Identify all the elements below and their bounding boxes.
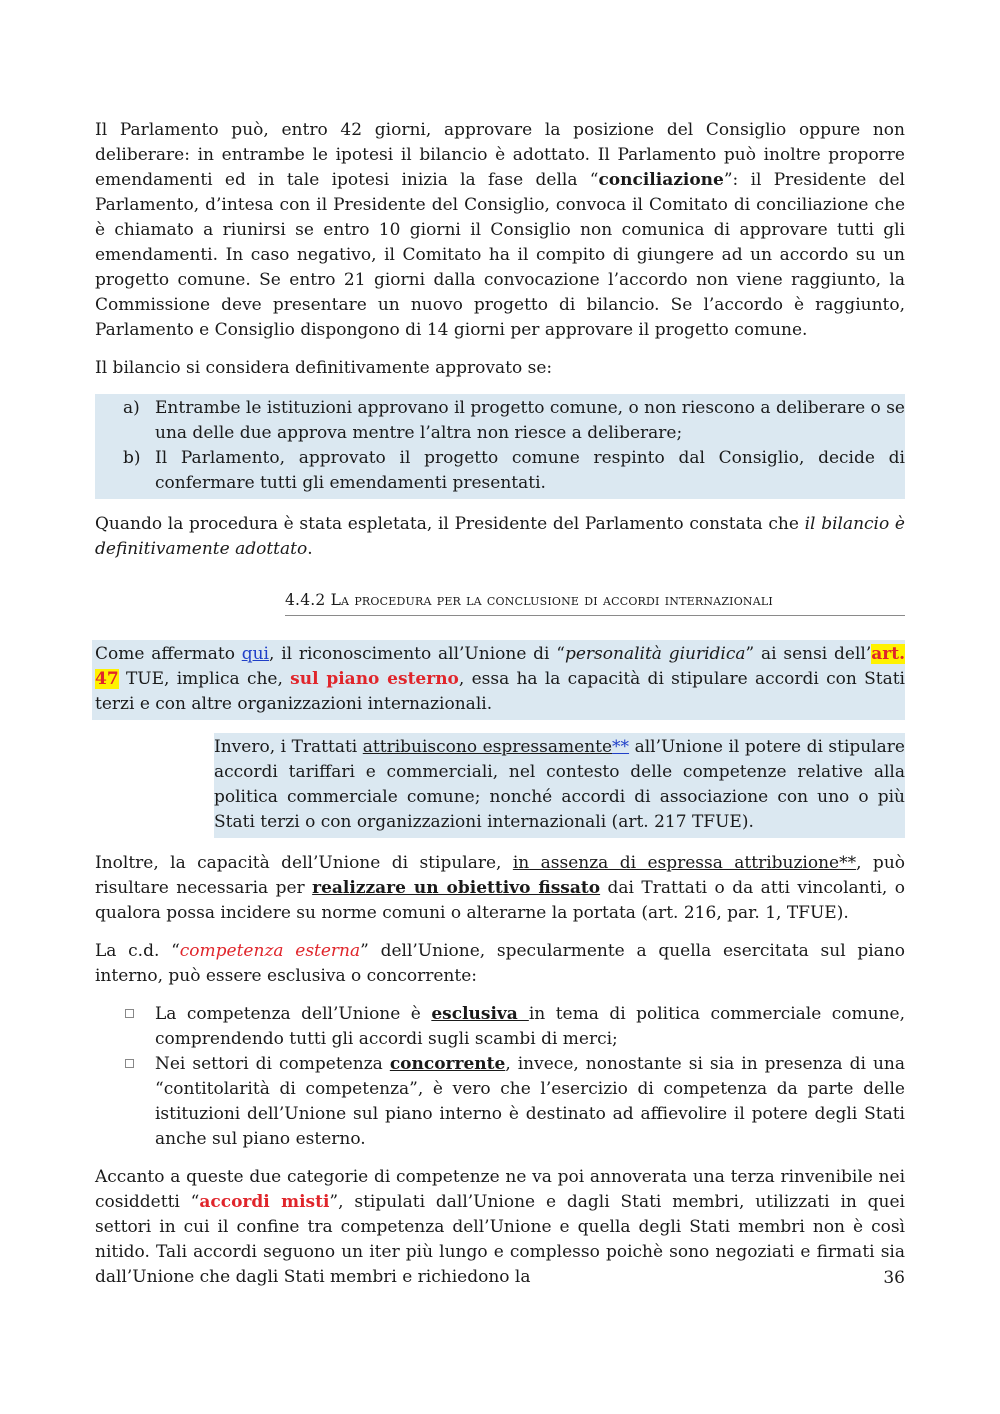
page-content	[95, 118, 905, 1303]
term-conciliazione: conciliazione	[598, 170, 724, 190]
list-item: b) Il Parlamento, approvato il progetto comune respinto dal Consiglio, decide di confermare tutti gli emendamenti presentati.	[123, 448, 905, 493]
square-bullet-icon	[125, 1059, 134, 1068]
competence-types-list	[95, 1002, 905, 1152]
square-bullet-icon	[125, 1009, 134, 1018]
list-item: a) Entrambe le istituzioni approvano il progetto comune, o non riescono a deliberare o se una delle due approva mentre l’altra non riesce a deliberare;	[123, 398, 905, 443]
paragraph-personalita-giuridica: Come affermato qui, il riconoscimento all’Unione di “personalità giuridica” ai sensi dell’art. 47 TUE, implica che, sul piano esterno, essa ha la capacità di stipulare accordi con Stati terzi e con altre organizzazioni internazionali.	[92, 640, 905, 720]
sul-piano-esterno: sul piano esterno	[290, 669, 459, 689]
paragraph-conciliazione: Il Parlamento può, entro 42 giorni, approvare la posizione del Consiglio oppure non deliberare: in entrambe le ipotesi il bilancio è adottato. Il Parlamento può inoltre proporre emendamenti ed in tale ipotesi inizia la fase della “conciliazione”: il Presidente del Parlamento, d’intesa con il Presidente del Consiglio, convoca il Comitato di conciliazione che è chiamato a riunirsi se entro 10 giorni il Consiglio non comunica di approvare tutti gli emendamenti. In caso negativo, il Comitato ha il compito di giungere ad un accordo su un progetto comune. Se entro 21 giorni dalla convocazione l’accordo non viene raggiunto, la Commissione deve presentare un nuovo progetto di bilancio. Se l’accordo è raggiunto, Parlamento e Consiglio dispongono di 14 giorni per approvare il progetto comune.	[95, 120, 905, 340]
paragraph-accordi-misti: Accanto a queste due categorie di competenze ne va poi annoverata una terza rinvenibile nei cosiddetti “accordi misti”, stipulati dall’Unione e dagli Stati membri, utilizzati in quei settori in cui il confine tra competenza dell’Unione e quella degli Stati membri non è così nitido. Tali accordi seguono un iter più lungo e complesso poichè sono negoziati e firmati sia dall’Unione che dagli Stati membri e richiedono la	[95, 1167, 905, 1287]
paragraph-bilancio-intro: Il bilancio si considera definitivamente approvato se:	[95, 358, 553, 378]
list-item: La competenza dell’Unione è esclusiva in tema di politica commerciale comune, comprendendo tutti gli accordi sugli scambi di merci;	[155, 1002, 905, 1052]
qui-link[interactable]: qui	[241, 644, 269, 664]
section-heading: 4.4.2 La procedura per la conclusione di accordi internazionali	[285, 588, 905, 616]
page-number: 36	[883, 1268, 905, 1288]
art-47-highlight: art. 47	[95, 644, 905, 689]
footnote-link[interactable]: **	[612, 737, 630, 757]
list-item: Nei settori di competenza concorrente, invece, nonostante si sia in presenza di una “contitolarità di competenza”, è vero che l’esercizio di competenza da parte delle istituzioni dell’Unione sul piano interno è destinato ad affievolire il potere degli Stati anche sul piano esterno.	[155, 1052, 905, 1152]
paragraph-competenza-esterna: La c.d. “competenza esterna” dell’Unione, specularmente a quella esercitata sul piano interno, può essere esclusiva o concorrente:	[95, 941, 906, 986]
indented-note-trattati: Invero, i Trattati attribuiscono espressamente** all’Unione il potere di stipulare accordi tariffari e commerciali, nel contesto delle competenze relative alla politica commerciale comune; nonché accordi di associazione con uno o più Stati terzi o con organizzazioni internazionali (art. 217 TFUE).	[214, 733, 905, 838]
approval-conditions-list	[95, 394, 905, 499]
paragraph-procedura-espletata: Quando la procedura è stata espletata, il Presidente del Parlamento constata che il bilancio è definitivamente adottato.	[95, 514, 905, 559]
paragraph-capacita-stipulare: Inoltre, la capacità dell’Unione di stipulare, in assenza di espressa attribuzione**, può risultare necessaria per realizzare un obiettivo fissato dai Trattati o da atti vincolanti, o qualora possa incidere su norme comuni o alterarne la portata (art. 216, par. 1, TFUE).	[95, 853, 905, 923]
